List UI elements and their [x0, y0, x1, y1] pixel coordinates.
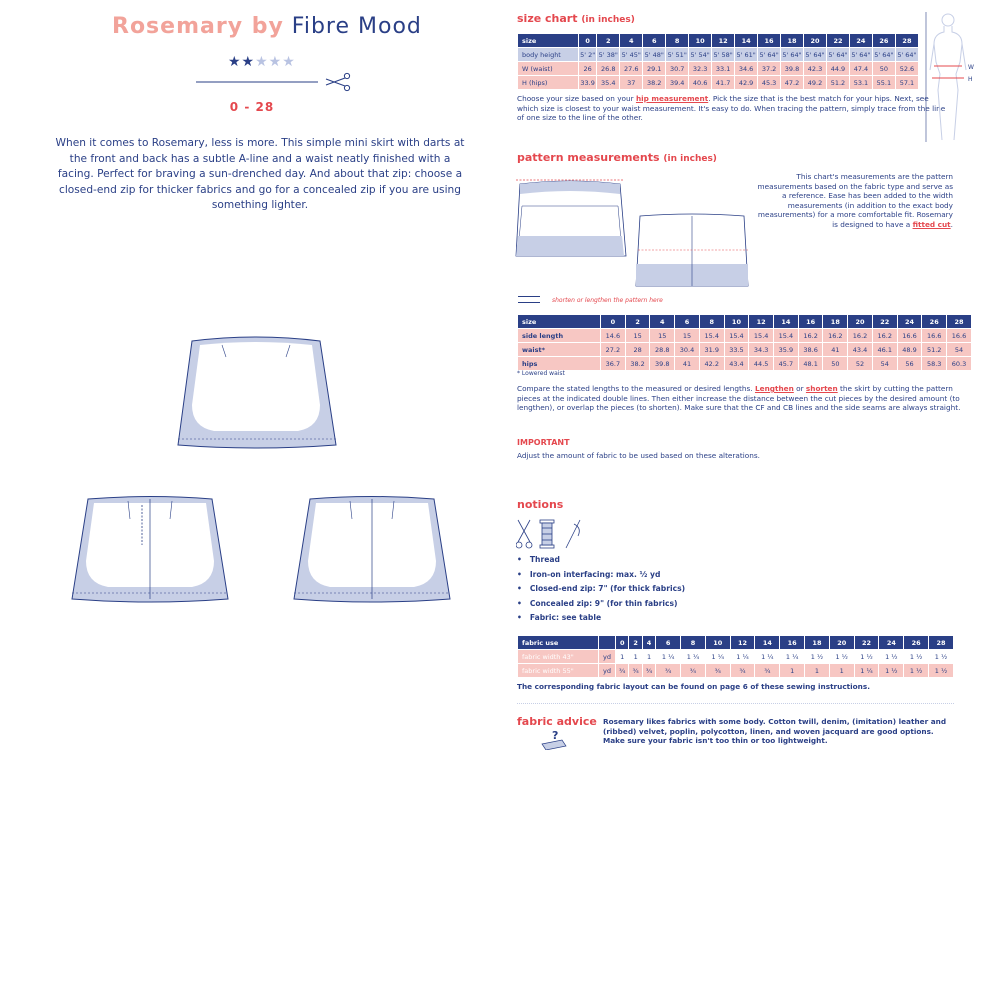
pattern-measurements-unit: (in inches) [663, 154, 717, 164]
fabric-cell: ¾ [616, 664, 629, 678]
skirt-facing-illustration [170, 335, 342, 457]
fabric-header-cell: 24 [879, 636, 904, 650]
size-chart-cell: 27.6 [620, 62, 643, 76]
fabric-cell: 1 [829, 664, 854, 678]
size-chart-cell: 47.4 [849, 62, 872, 76]
fabric-cell: 1 ¼ [705, 650, 730, 664]
pattern-cell: 46.1 [872, 343, 897, 357]
fabric-header-cell: 26 [904, 636, 929, 650]
fabric-cell: 1 [616, 650, 629, 664]
fabric-header-cell: 0 [616, 636, 629, 650]
size-chart-title [517, 12, 635, 25]
size-chart-cell: 52.6 [895, 62, 918, 76]
fabric-cell: ¾ [681, 664, 706, 678]
pattern-cell: 16.2 [823, 329, 848, 343]
pattern-cell: 15.4 [774, 329, 799, 343]
size-chart-cell: 5' 45" [620, 48, 643, 62]
pattern-measurements-title [517, 151, 717, 164]
pattern-cell: 31.9 [699, 343, 724, 357]
fabric-layout-note: The corresponding fabric layout can be found on page 6 of these sewing instructions. [517, 682, 870, 691]
fitted-cut-link: fitted cut [912, 219, 951, 229]
pattern-header-cell: 0 [601, 315, 626, 329]
fabric-cell: ¾ [656, 664, 681, 678]
notion-item: • Iron-on interfacing: max. ½ yd [517, 568, 685, 583]
size-chart-header-cell: 6 [643, 34, 666, 48]
brand-title [112, 14, 422, 39]
pattern-cell: 27.2 [601, 343, 626, 357]
pattern-header-cell: 2 [625, 315, 650, 329]
body-figure-illustration [918, 10, 978, 145]
size-chart-row-label: body height [518, 48, 579, 62]
pattern-cell: 45.7 [774, 357, 799, 371]
fabric-cell: 1 [642, 650, 655, 664]
pattern-header-cell: 16 [798, 315, 823, 329]
fabric-row-unit: yd [599, 650, 616, 664]
size-chart-cell: 38.2 [643, 76, 666, 90]
fabric-advice-text: Rosemary likes fabrics with some body. Cotton twill, denim, (imitation) leather and (ribbed) velvet, poplin, polycotton, linen, and woven jacquard are good options. Make sure your fabric isn't too thin or too lightweight. [603, 717, 947, 746]
pattern-cell: 58.3 [922, 357, 947, 371]
pattern-header-cell: size [518, 315, 601, 329]
fabric-cell: 1 ½ [904, 650, 929, 664]
size-chart-cell: 26 [579, 62, 597, 76]
size-chart-cell: 40.6 [689, 76, 712, 90]
difficulty-filled: ★★ [228, 54, 256, 70]
size-chart-cell: 37.2 [758, 62, 781, 76]
pattern-row [518, 357, 972, 371]
pattern-cell: 43.4 [848, 343, 873, 357]
size-chart-cell: 42.9 [735, 76, 758, 90]
pattern-cell: 43.4 [724, 357, 749, 371]
fabric-header-cell: fabric use [518, 636, 599, 650]
size-chart-cell: 45.3 [758, 76, 781, 90]
shorten-note: shorten or lengthen the pattern here [552, 297, 663, 304]
pattern-header-cell: 6 [675, 315, 700, 329]
notion-item: • Closed-end zip: 7" (for thick fabrics) [517, 582, 685, 597]
size-chart-cell: 5' 64" [826, 48, 849, 62]
skirt-back-illustration [64, 495, 236, 607]
size-chart-cell: 34.6 [735, 62, 758, 76]
pattern-cell: 16.6 [897, 329, 922, 343]
size-chart-cell: 39.4 [666, 76, 689, 90]
pattern-cell: 42.2 [699, 357, 724, 371]
size-chart-cell: 5' 61" [735, 48, 758, 62]
pattern-header-cell: 26 [922, 315, 947, 329]
pattern-cell: 36.7 [601, 357, 626, 371]
pattern-cell: 16.6 [922, 329, 947, 343]
fabric-cell: ¾ [642, 664, 655, 678]
notion-item: • Thread [517, 553, 685, 568]
size-chart-row [518, 62, 919, 76]
pattern-header-cell: 24 [897, 315, 922, 329]
pattern-cell: 38.2 [625, 357, 650, 371]
fabric-question-icon [540, 728, 568, 750]
fabric-cell: 1 ½ [879, 664, 904, 678]
pattern-cell: 51.2 [922, 343, 947, 357]
size-chart-header-cell: 8 [666, 34, 689, 48]
fabric-cell: 1 ½ [805, 650, 830, 664]
pattern-cell: 50 [823, 357, 848, 371]
brand-fibre-mood: Fibre Mood [291, 14, 422, 39]
fabric-header-cell: 16 [780, 636, 805, 650]
pattern-cell: 28 [625, 343, 650, 357]
pattern-cell: 16.2 [798, 329, 823, 343]
size-chart-cell: 57.1 [895, 76, 918, 90]
size-chart-cell: 5' 64" [804, 48, 827, 62]
pattern-header-cell: 14 [774, 315, 799, 329]
pattern-header-cell: 10 [724, 315, 749, 329]
pattern-cell: 38.6 [798, 343, 823, 357]
pattern-cell: 16.6 [947, 329, 972, 343]
fabric-cell: ¾ [755, 664, 780, 678]
fabric-cell: 1 ½ [854, 650, 879, 664]
skirt-front-illustration [286, 495, 458, 607]
pattern-cell: 15 [650, 329, 675, 343]
fabric-cell: 1 [805, 664, 830, 678]
scissors-notion-icon [516, 520, 532, 548]
double-line-icon [518, 296, 540, 303]
size-chart-cell: 53.1 [849, 76, 872, 90]
hip-measurement-link: hip measurement [635, 94, 709, 103]
fabric-header-cell: 2 [629, 636, 642, 650]
size-chart-cell: 49.2 [804, 76, 827, 90]
fabric-cell: 1 ½ [829, 650, 854, 664]
pattern-row [518, 343, 972, 357]
pattern-cell: 52 [848, 357, 873, 371]
fabric-cell: 1 ¼ [681, 650, 706, 664]
fabric-row-label: fabric width 43" [518, 650, 599, 664]
fabric-header-cell: 12 [730, 636, 755, 650]
size-chart-cell: 29.1 [643, 62, 666, 76]
pattern-header-cell: 18 [823, 315, 848, 329]
fabric-advice-title: fabric advice [517, 715, 597, 728]
pattern-header-cell: 20 [848, 315, 873, 329]
figure-h-label: H [968, 76, 973, 83]
size-chart-cell: 32.3 [689, 62, 712, 76]
fabric-row [518, 664, 954, 678]
size-chart-cell: 35.4 [597, 76, 620, 90]
fabric-cell: 1 [629, 650, 642, 664]
size-chart-header-cell: 12 [712, 34, 735, 48]
pattern-cell: 33.5 [724, 343, 749, 357]
fabric-row-label: fabric width 55" [518, 664, 599, 678]
pattern-measurements-table [517, 314, 972, 371]
pattern-cell: 60.3 [947, 357, 972, 371]
size-chart-cell: 5' 38" [597, 48, 620, 62]
brand-rosemary: Rosemary by [112, 14, 284, 39]
size-chart-cell: 26.8 [597, 62, 620, 76]
fabric-cell: ¾ [629, 664, 642, 678]
lengthen-link: Lengthen [754, 384, 794, 393]
pattern-cell: 56 [897, 357, 922, 371]
pattern-row-label: hips [518, 357, 601, 371]
fabric-header-cell: 18 [805, 636, 830, 650]
fabric-header-cell: 10 [705, 636, 730, 650]
size-chart-header-cell: 24 [849, 34, 872, 48]
pattern-cell: 15 [625, 329, 650, 343]
pattern-cell: 41 [823, 343, 848, 357]
fabric-cell: 1 ¼ [854, 664, 879, 678]
pattern-measurements-title-text: pattern measurements [517, 151, 660, 164]
size-chart-header-cell: 14 [735, 34, 758, 48]
pattern-cell: 54 [872, 357, 897, 371]
size-range: 0 - 28 [229, 100, 275, 114]
size-chart-cell: 33.9 [579, 76, 597, 90]
pattern-cell: 14.6 [601, 329, 626, 343]
pattern-header-cell: 12 [749, 315, 774, 329]
divider [517, 703, 954, 704]
pattern-cell: 15.4 [749, 329, 774, 343]
shorten-link: shorten [805, 384, 838, 393]
pattern-cell: 34.3 [749, 343, 774, 357]
notion-item: • Fabric: see table [517, 611, 685, 626]
size-chart-header-cell: 20 [804, 34, 827, 48]
intro-text: When it comes to Rosemary, less is more. This simple mini skirt with darts at the front and back has a subtle A-line and a waist neatly finished with a facing. Perfect for braving a sun-drenched day. And about that zip: choose a closed-end zip for thicker fabrics and go for a concealed zip if you are using something lighter. [55, 137, 465, 211]
fabric-cell: 1 [780, 664, 805, 678]
pattern-header-cell: 4 [650, 315, 675, 329]
size-chart-cell: 55.1 [872, 76, 895, 90]
size-chart-header-cell: 2 [597, 34, 620, 48]
fabric-cell: ¾ [730, 664, 755, 678]
needle-icon [566, 520, 580, 548]
fabric-cell: 1 ½ [879, 650, 904, 664]
fabric-cell: 1 ½ [929, 650, 954, 664]
pattern-cell: 48.9 [897, 343, 922, 357]
fabric-cell: ¾ [705, 664, 730, 678]
fabric-row [518, 650, 954, 664]
fabric-cell: 1 ¼ [780, 650, 805, 664]
size-chart-cell: 5' 54" [689, 48, 712, 62]
fabric-row-unit: yd [599, 664, 616, 678]
thread-spool-icon [540, 520, 554, 548]
pattern-cell: 15.4 [699, 329, 724, 343]
pattern-header-cell: 22 [872, 315, 897, 329]
pattern-pieces-illustration [514, 176, 750, 288]
fabric-header-cell: 4 [642, 636, 655, 650]
size-chart-table [517, 33, 919, 90]
size-chart-row-label: W (waist) [518, 62, 579, 76]
fabric-cell: 1 ½ [929, 664, 954, 678]
size-chart-cell: 5' 51" [666, 48, 689, 62]
figure-w-label: W [968, 64, 974, 71]
size-chart-cell: 33.1 [712, 62, 735, 76]
pattern-cell: 41 [675, 357, 700, 371]
size-chart-cell: 30.7 [666, 62, 689, 76]
important-title: IMPORTANT [517, 438, 570, 447]
pattern-row-label: waist* [518, 343, 601, 357]
size-chart-header-cell: 26 [872, 34, 895, 48]
size-chart-cell: 39.8 [781, 62, 804, 76]
size-chart-cell: 5' 64" [781, 48, 804, 62]
size-chart-cell: 5' 64" [758, 48, 781, 62]
size-chart-cell: 37 [620, 76, 643, 90]
fabric-header-cell: 6 [656, 636, 681, 650]
size-chart-unit: (in inches) [581, 15, 635, 25]
size-chart-row [518, 76, 919, 90]
size-chart-row-label: H (hips) [518, 76, 579, 90]
fabric-header-cell: 8 [681, 636, 706, 650]
fabric-header-cell: 14 [755, 636, 780, 650]
scissors-icon [326, 73, 350, 90]
size-chart-cell: 5' 2" [579, 48, 597, 62]
size-chart-cell: 41.7 [712, 76, 735, 90]
size-chart-header-cell: 18 [781, 34, 804, 48]
size-chart-row [518, 48, 919, 62]
pattern-measurements-desc: This chart's measurements are the pattern measurements based on the fabric type and serve as a reference. Ease has been added to the width measurements (in addition to the exact body measurements) for a more comfortable fit. Rosemary is designed to have a fitted cut. [757, 172, 953, 229]
size-chart-cell: 5' 64" [849, 48, 872, 62]
pattern-cell: 15.4 [724, 329, 749, 343]
compare-lengths-text: Compare the stated lengths to the measured or desired lengths. Lengthen or shorten the skirt by cutting the pattern pieces at the indicated double lines. Then either increase the distance between the cut pieces by the desired amount (to lengthen), or overlap the pieces (to shorten). Make sure that the CF and CB lines and the side seams are always straight. [517, 384, 961, 413]
pattern-header-cell: 8 [699, 315, 724, 329]
fabric-cell: 1 ½ [904, 664, 929, 678]
svg-text:?: ? [552, 729, 559, 742]
size-chart-cell: 42.3 [804, 62, 827, 76]
size-chart-cell: 50 [872, 62, 895, 76]
pattern-cell: 54 [947, 343, 972, 357]
pattern-row [518, 329, 972, 343]
fabric-header-cell: 20 [829, 636, 854, 650]
size-chart-header-cell: 22 [826, 34, 849, 48]
pattern-cell: 30.4 [675, 343, 700, 357]
size-chart-cell: 5' 64" [872, 48, 895, 62]
pattern-cell: 16.2 [848, 329, 873, 343]
notions-icons [516, 518, 588, 550]
size-chart-cell: 44.9 [826, 62, 849, 76]
pattern-header-cell: 28 [947, 315, 972, 329]
size-chart-header-cell: size [518, 34, 579, 48]
pattern-cell: 15 [675, 329, 700, 343]
pattern-row-label: side length [518, 329, 601, 343]
fabric-header-cell: 22 [854, 636, 879, 650]
fabric-cell: 1 ¼ [755, 650, 780, 664]
fabric-header-cell [599, 636, 616, 650]
pattern-cell: 48.1 [798, 357, 823, 371]
fabric-cell: 1 ¼ [656, 650, 681, 664]
size-chart-header-cell: 28 [895, 34, 918, 48]
pattern-cell: 44.5 [749, 357, 774, 371]
size-chart-cell: 5' 58" [712, 48, 735, 62]
size-chart-header-cell: 4 [620, 34, 643, 48]
notions-list [517, 553, 685, 626]
pattern-cell: 16.2 [872, 329, 897, 343]
important-text: Adjust the amount of fabric to be used based on these alterations. [517, 451, 760, 460]
notions-title: notions [517, 498, 564, 511]
difficulty-stars [228, 54, 296, 70]
difficulty-empty: ★★★ [255, 54, 296, 70]
pattern-cell: 28.8 [650, 343, 675, 357]
notion-item: • Concealed zip: 9" (for thin fabrics) [517, 597, 685, 612]
fabric-cell: 1 ¼ [730, 650, 755, 664]
size-chart-cell: 47.2 [781, 76, 804, 90]
pattern-cell: 35.9 [774, 343, 799, 357]
scissors-line [194, 72, 356, 92]
size-chart-note: Choose your size based on your hip measurement. Pick the size that is the best match for your hips. Next, see which size is closest to your waist measurement. It's easy to do. When tracing the pattern, simply trace from the line of one size to the line of the other. [517, 94, 946, 123]
size-chart-header-cell: 16 [758, 34, 781, 48]
size-chart-cell: 5' 64" [895, 48, 918, 62]
size-chart-title-text: size chart [517, 12, 578, 25]
size-chart-header-cell: 0 [579, 34, 597, 48]
fabric-header-cell: 28 [929, 636, 954, 650]
lowered-waist-footnote: * Lowered waist [517, 370, 565, 377]
size-chart-header-cell: 10 [689, 34, 712, 48]
size-chart-cell: 5' 48" [643, 48, 666, 62]
pattern-cell: 39.8 [650, 357, 675, 371]
size-chart-cell: 51.2 [826, 76, 849, 90]
fabric-use-table [517, 635, 954, 678]
